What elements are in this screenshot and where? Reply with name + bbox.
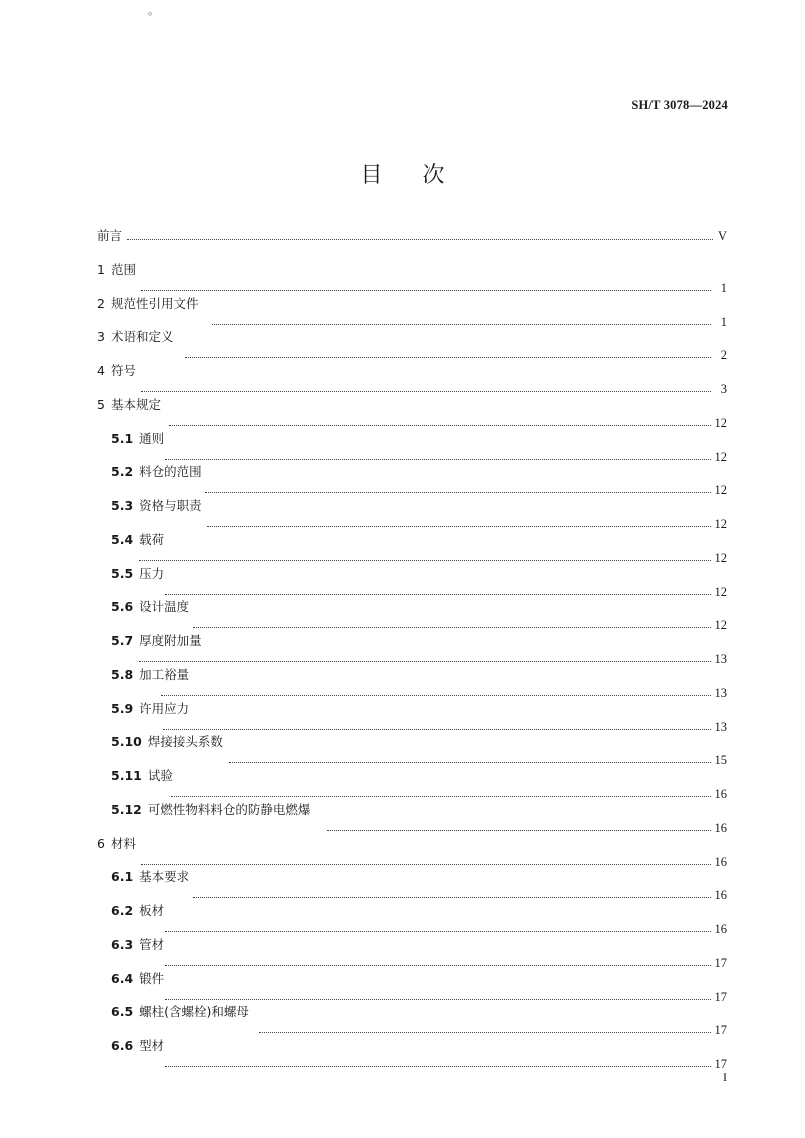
page-number: I	[723, 1070, 727, 1084]
toc-leader-dots	[169, 425, 711, 426]
toc-entry-number: 5.4	[111, 531, 134, 547]
toc-entry-text: 料仓的范围	[139, 464, 202, 480]
toc-entry[interactable]	[97, 1038, 727, 1072]
toc-entry-text: 范围	[110, 261, 136, 277]
toc-entry-number: 6.2	[111, 903, 134, 918]
toc-entry-number: 6.6	[111, 1038, 134, 1053]
toc-entry[interactable]	[97, 431, 727, 465]
toc-entry-text: 规范性引用文件	[110, 295, 199, 311]
toc-entry-page: 13	[714, 719, 727, 734]
toc-leader-dots	[207, 526, 711, 527]
toc-entry[interactable]	[97, 498, 727, 532]
toc-entry-text: 许用应力	[139, 700, 190, 716]
toc-leader-dots	[163, 729, 711, 730]
toc-entry[interactable]	[97, 701, 727, 735]
toc-entry-number: 5.6	[111, 599, 134, 615]
toc-leader-dots	[141, 290, 711, 291]
toc-entry-number: 2	[97, 295, 105, 311]
toc-entry-text: 基本规定	[110, 396, 161, 412]
toc-entry-number: 5.8	[111, 666, 134, 682]
toc-entry-text: 螺柱(含螺栓)和螺母	[139, 1004, 249, 1020]
toc-entry-text: 压力	[139, 565, 165, 581]
toc-leader-dots	[165, 931, 711, 932]
toc-entry-page: 1	[720, 280, 727, 295]
toc-leader-dots	[139, 661, 711, 662]
toc-entry-number: 6.3	[111, 936, 134, 952]
toc-entry-number: 6	[97, 835, 105, 851]
toc-entry-text: 资格与职责	[139, 498, 202, 513]
page-title	[0, 158, 805, 189]
toc-entry-page: 3	[720, 382, 727, 396]
toc-entry-text: 焊接接头系数	[147, 734, 223, 750]
toc-entry-page: 16	[714, 820, 727, 835]
toc-leader-dots	[259, 1032, 711, 1033]
toc-entry-number: 5.12	[111, 801, 142, 817]
toc-entry-page: 12	[714, 449, 727, 464]
toc-entry-page: 17	[714, 955, 727, 970]
toc-entry-page: 12	[714, 517, 727, 531]
toc-entry-page: 13	[714, 685, 727, 700]
toc-entry[interactable]	[97, 971, 727, 1005]
toc-entry[interactable]	[97, 836, 727, 870]
toc-leader-dots	[127, 239, 713, 240]
toc-entry[interactable]	[97, 937, 727, 971]
title-part-2: 次	[422, 163, 445, 188]
toc-entry-label	[111, 464, 202, 480]
toc-entry-text: 通则	[139, 430, 165, 446]
toc-entry-text: 材料	[110, 835, 136, 851]
toc-entry-label	[111, 599, 189, 615]
toc-entry-number: 1	[97, 261, 105, 277]
toc-entry-number: 5.2	[111, 464, 134, 480]
toc-entry-page: 17	[714, 1057, 727, 1071]
toc-entry-page: 1	[720, 314, 727, 329]
toc-leader-dots	[171, 796, 711, 797]
title-part-1: 目	[360, 163, 383, 188]
toc-entry-label	[97, 363, 136, 379]
toc-entry-page: 12	[714, 618, 727, 633]
toc-entry-number: 6.4	[111, 970, 134, 986]
toc-entry-label	[111, 903, 164, 919]
toc-entry-label	[111, 971, 164, 987]
toc-entry-page: 12	[714, 550, 727, 565]
toc-entry-page: 17	[714, 989, 727, 1004]
toc-entry-page: 13	[714, 652, 727, 666]
toc-entry-label	[97, 296, 198, 312]
toc-entry[interactable]	[97, 734, 727, 768]
toc-leader-dots	[193, 897, 711, 898]
toc-entry[interactable]	[97, 566, 727, 600]
toc-leader-dots	[327, 830, 711, 831]
toc-entry-number: 5.11	[111, 768, 142, 783]
toc-entry-page: 16	[714, 854, 727, 869]
toc-entry-label	[97, 329, 173, 345]
stray-mark: 。	[148, 4, 159, 17]
toc-entry-number: 5.1	[111, 430, 134, 446]
toc-entry[interactable]	[97, 1004, 727, 1038]
toc-entry[interactable]	[97, 667, 727, 701]
toc-leader-dots	[165, 965, 711, 966]
toc-entry-page: 12	[714, 483, 727, 498]
toc-entry-text: 术语和定义	[110, 329, 174, 345]
toc-entry-label	[111, 566, 164, 582]
toc-entry-page: 16	[714, 888, 727, 903]
toc-leader-dots	[165, 1066, 711, 1067]
toc-entry-number: 6.5	[111, 1004, 134, 1020]
toc-entry-label	[111, 532, 164, 548]
toc-entry-number: 5.5	[111, 565, 134, 581]
toc-leader-dots	[161, 695, 711, 696]
toc-entry-text: 符号	[110, 363, 136, 378]
toc-entry-text: 可燃性物料料仓的防静电燃爆	[147, 801, 311, 817]
toc-leader-dots	[141, 391, 711, 392]
toc-entry-label	[111, 802, 310, 818]
toc-entry-page: 12	[714, 584, 727, 599]
toc-leader-dots	[212, 324, 711, 325]
toc-entry-label	[111, 701, 189, 717]
toc-entry-label	[111, 869, 189, 885]
toc-entry-label	[97, 836, 136, 852]
toc-leader-dots	[205, 492, 711, 493]
toc-entry-text: 载荷	[139, 531, 165, 547]
toc-leader-dots	[165, 594, 711, 595]
toc-entry-label	[111, 633, 202, 649]
toc-entry-label	[111, 937, 164, 953]
toc-entry-text: 厚度附加量	[139, 633, 202, 648]
toc-entry-number: 3	[97, 329, 105, 345]
toc-entry-text: 型材	[139, 1038, 165, 1053]
toc-entry[interactable]	[97, 869, 727, 903]
toc-leader-dots	[229, 762, 711, 763]
toc-entry-number: 5.7	[111, 633, 134, 648]
toc-entry-number: 5.3	[111, 498, 134, 513]
toc-entry-text: 锻件	[139, 970, 165, 986]
toc-entry[interactable]	[97, 802, 727, 836]
toc-leader-dots	[165, 459, 711, 460]
toc-entry-text: 管材	[139, 936, 165, 952]
toc-entry[interactable]	[97, 532, 727, 566]
standard-code: SH/T 3078—2024	[631, 98, 728, 112]
toc-entry[interactable]	[97, 599, 727, 633]
toc-entry-label	[111, 431, 164, 447]
toc-entry-text: 设计温度	[139, 599, 190, 615]
toc-entry-label	[111, 667, 189, 683]
toc-entry-page: 2	[720, 348, 727, 363]
toc-entry-text: 加工裕量	[139, 666, 190, 682]
toc-entry-label	[97, 262, 136, 278]
toc-entry-page: 16	[714, 922, 727, 936]
toc-entry[interactable]	[97, 397, 727, 431]
toc-leader-dots	[193, 627, 711, 628]
toc-entry-page: V	[717, 229, 727, 243]
toc-entry[interactable]	[97, 768, 727, 802]
toc-entry-text: 基本要求	[139, 869, 190, 885]
toc-entry-page: 15	[714, 753, 727, 768]
toc-entry-label	[111, 498, 202, 514]
toc-entry-text: 试验	[147, 768, 173, 783]
toc-entry-label	[97, 228, 122, 244]
toc-leader-dots	[141, 864, 711, 865]
toc-entry-label	[111, 734, 223, 750]
toc-leader-dots	[165, 999, 711, 1000]
toc-entry-text: 前言	[97, 228, 123, 243]
toc-entry[interactable]	[97, 464, 727, 498]
toc-entry-page: 17	[714, 1023, 727, 1038]
toc-entry-label	[111, 1038, 164, 1054]
table-of-contents	[97, 228, 727, 1072]
toc-entry-page: 16	[714, 787, 727, 801]
toc-entry-number: 5	[97, 396, 105, 412]
toc-entry-number: 5.9	[111, 700, 134, 716]
toc-entry[interactable]	[97, 363, 727, 397]
toc-entry-label	[111, 1004, 249, 1020]
toc-entry[interactable]	[97, 633, 727, 667]
toc-leader-dots	[185, 357, 711, 358]
toc-entry[interactable]	[97, 262, 727, 296]
toc-leader-dots	[139, 560, 711, 561]
toc-entry[interactable]	[97, 296, 727, 330]
toc-entry-number: 6.1	[111, 869, 134, 885]
toc-entry-number: 5.10	[111, 734, 142, 750]
toc-entry-number: 4	[97, 363, 105, 378]
toc-entry-page: 12	[714, 415, 727, 430]
toc-entry[interactable]	[97, 329, 727, 363]
toc-entry-text: 板材	[139, 903, 165, 918]
toc-entry-label	[111, 768, 173, 784]
toc-entry[interactable]	[97, 228, 727, 262]
toc-entry[interactable]	[97, 903, 727, 937]
toc-entry-label	[97, 397, 161, 413]
